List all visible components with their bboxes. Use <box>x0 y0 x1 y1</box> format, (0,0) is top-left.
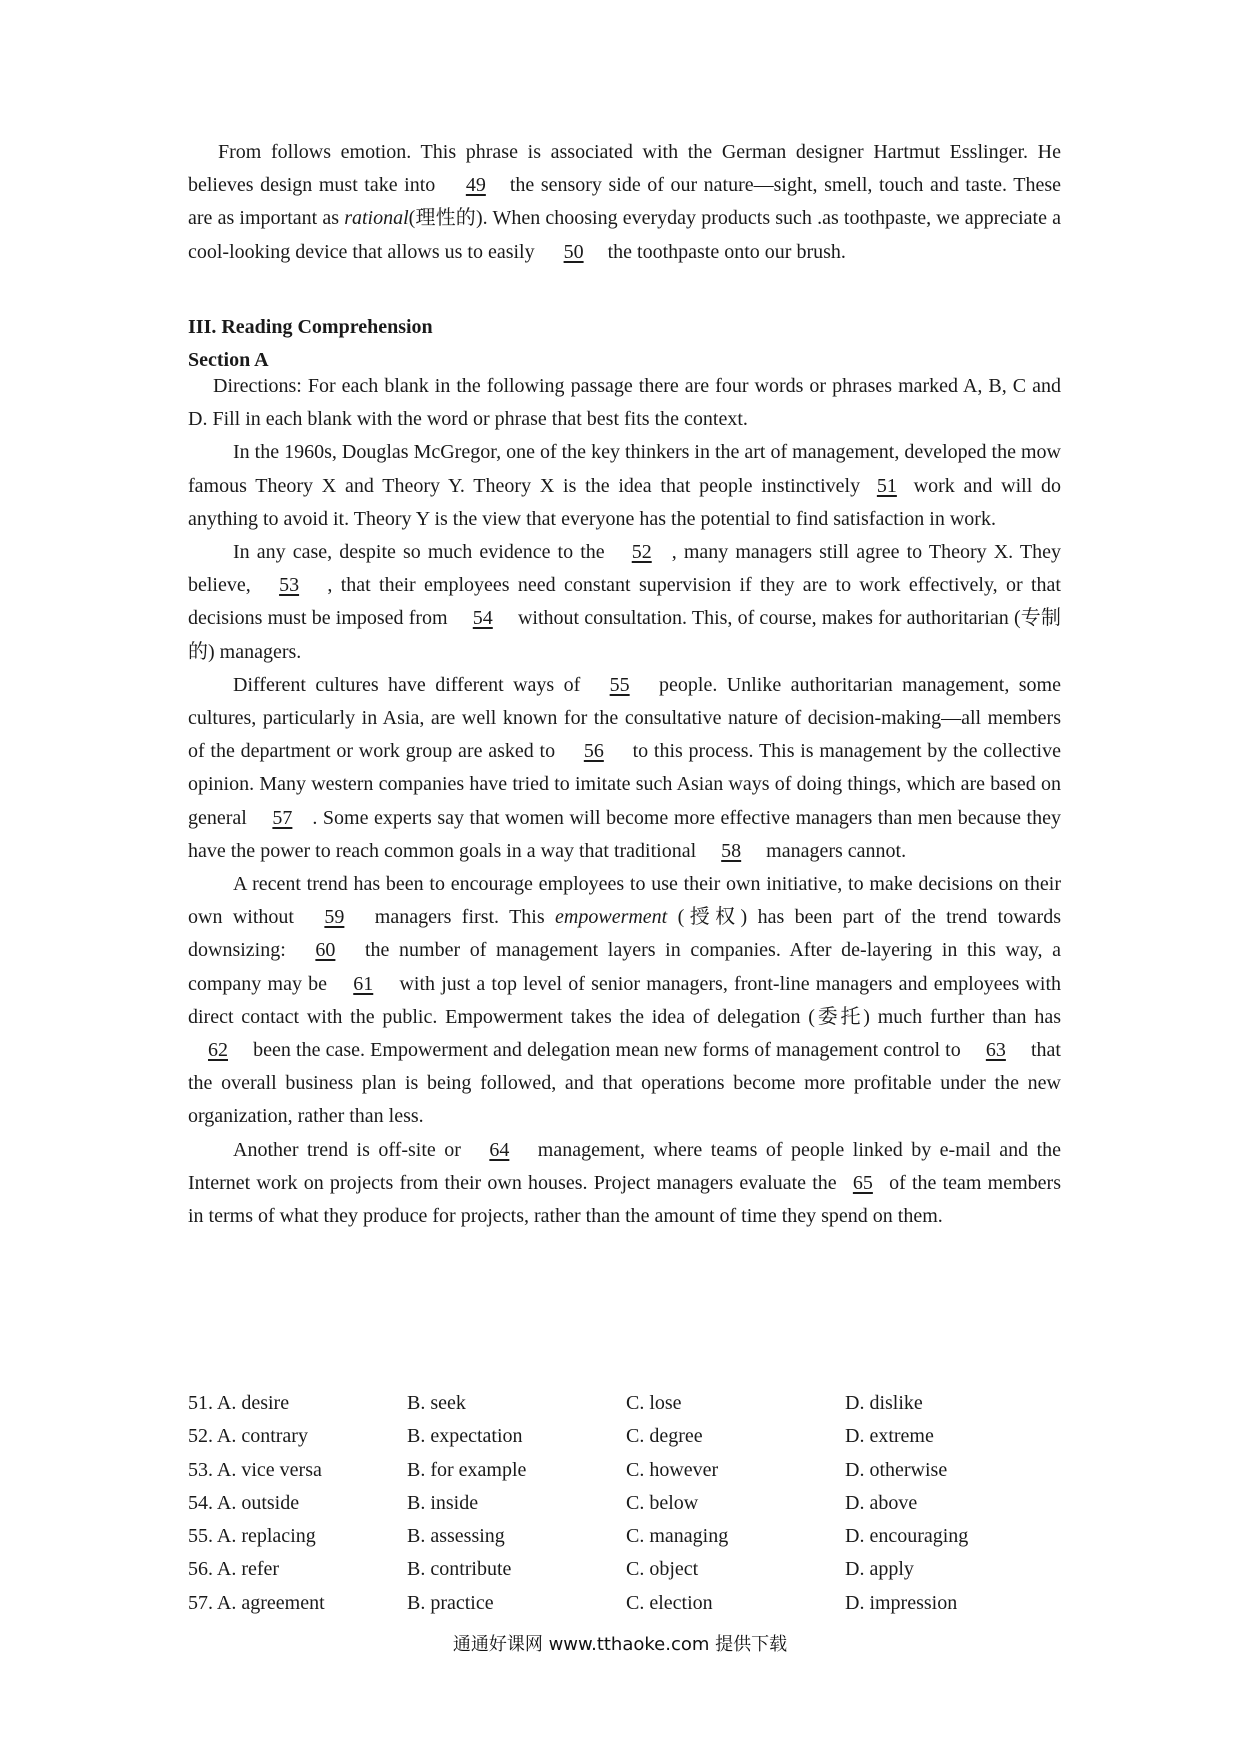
option-a: 55. A. replacing <box>188 1525 316 1548</box>
option-d: D. dislike <box>845 1392 923 1414</box>
option-c: C. lose <box>626 1392 682 1414</box>
option-b: B. assessing <box>407 1525 505 1548</box>
blank-65: 65 <box>852 1171 873 1194</box>
option-c: C. election <box>626 1591 713 1614</box>
text-run: of the team members in terms of what they produce for projects, rather than the amount of time they spend on them. <box>188 1171 1061 1228</box>
text-run: the toothpaste onto our brush. <box>607 240 846 263</box>
text-run: . Some experts say that women will become more effective managers than men because they have the power to reach common goals in a way that traditional <box>188 806 1061 862</box>
option-c: C. object <box>626 1558 699 1581</box>
text-run: In the 1960s, Douglas McGregor, one of the key thinkers in the art of management, developed the mow famous Theory X and Theory Y. Theory X is the idea that people instinctively <box>188 441 1061 497</box>
text-run: with just a top level of senior managers, front-line managers and employees with direct contact with the public. Empowerment takes the idea of delegation (委托) much further than has <box>188 972 1061 1028</box>
option-row <box>188 1587 1061 1620</box>
blank-58: 58 <box>721 839 742 862</box>
text-run: work and will do anything to avoid it. Theory Y is the view that everyone has the potential to find satisfaction in work. <box>188 474 1062 530</box>
option-c: C. managing <box>626 1525 729 1548</box>
text-run: (理性的). When choosing everyday products such .as toothpaste, we appreciate a cool-looking device that allows us to easily <box>188 207 1062 263</box>
passage-paragraph-4 <box>188 868 1061 1134</box>
text-run: without consultation. This, of course, makes for authoritarian (专制的) managers. <box>188 607 1061 663</box>
option-c: C. however <box>626 1458 719 1481</box>
passage-paragraph-3 <box>188 669 1061 868</box>
option-a: 56. A. refer <box>188 1558 280 1581</box>
text-run: that the overall business plan is being followed, and that operations become more profitable under the new organization, rather than less. <box>188 1039 1061 1128</box>
blank-51: 51 <box>876 474 897 497</box>
option-b: B. practice <box>407 1591 494 1614</box>
option-row <box>188 1387 1061 1420</box>
text-run: , many managers still agree to Theory X. They believe, <box>188 541 1061 597</box>
text-run: Another trend is off-site or <box>233 1138 470 1161</box>
option-a: 57. A. agreement <box>188 1591 325 1614</box>
option-b: B. expectation <box>407 1425 523 1448</box>
text-run: the sensory side of our nature—sight, smell, touch and taste. These are as important as <box>188 174 1062 230</box>
text-run: A recent trend has been to encourage employees to use their own initiative, to make decisions on their own without <box>188 873 1061 929</box>
blank-55: 55 <box>609 673 630 696</box>
text-italic: empowerment <box>555 906 668 929</box>
text-run: From follows emotion. This phrase is associated with the German designer Hartmut Esslinger. He believes design must take into <box>188 141 1061 197</box>
passage-paragraph-2 <box>188 536 1061 669</box>
text-run: people. Unlike authoritarian management, some cultures, particularly in Asia, are well known for the consultative nature of decision-making—all members of the department or work group are asked to <box>188 673 1061 763</box>
text-run: to this process. This is management by the collective opinion. Many western companies have tried to imitate such Asian ways of doing things, which are based on general <box>188 740 1061 829</box>
blank-57: 57 <box>272 806 293 829</box>
option-d: D. above <box>845 1491 918 1514</box>
blank-60: 60 <box>315 939 336 962</box>
passage-paragraph-1 <box>188 436 1061 536</box>
intro-paragraph-block <box>188 136 1061 269</box>
intro-paragraph <box>188 136 1061 269</box>
option-b: B. for example <box>407 1458 527 1481</box>
section-subtitle: Section A <box>188 349 269 371</box>
option-d: D. apply <box>845 1558 914 1581</box>
text-italic: rational <box>344 207 409 230</box>
option-d: D. impression <box>845 1591 958 1614</box>
text-run: (授权) has been part of the trend towards downsizing: <box>188 906 1061 962</box>
text-run: , that their employees need constant supervision if they are to work effectively, or that decisions must be imposed from <box>188 574 1061 630</box>
option-d: D. extreme <box>845 1425 934 1448</box>
option-row <box>188 1487 1061 1520</box>
blank-54: 54 <box>472 607 493 630</box>
text-run: In any case, despite so much evidence to the <box>233 541 612 564</box>
option-a: 54. A. outside <box>188 1491 300 1514</box>
blank-61: 61 <box>353 972 374 995</box>
blank-64: 64 <box>489 1138 510 1161</box>
option-row <box>188 1454 1061 1487</box>
blank-52: 52 <box>631 541 652 564</box>
passage-paragraph-5 <box>188 1134 1061 1234</box>
option-a: 52. A. contrary <box>188 1425 308 1448</box>
option-b: B. contribute <box>407 1558 512 1581</box>
option-c: C. below <box>626 1491 699 1514</box>
text-run: been the case. Empowerment and delegation mean new forms of management control to <box>248 1039 966 1062</box>
option-d: D. encouraging <box>845 1525 969 1548</box>
blank-62: 62 <box>208 1039 228 1062</box>
text-run: management, where teams of people linked by e-mail and the Internet work on projects from their own houses. Project managers evaluate the <box>188 1138 1061 1194</box>
section-title: III. Reading Comprehension <box>188 316 433 338</box>
option-a: 51. A. desire <box>188 1392 290 1414</box>
blank-53: 53 <box>279 574 300 597</box>
text-run: Different cultures have different ways of <box>233 673 590 696</box>
blank-59: 59 <box>324 906 345 929</box>
section-header <box>188 311 1061 377</box>
option-b: B. seek <box>407 1392 466 1414</box>
answer-options <box>188 1387 1061 1620</box>
blank-63: 63 <box>985 1039 1006 1062</box>
option-row <box>188 1553 1061 1586</box>
option-a: 53. A. vice versa <box>188 1458 322 1481</box>
text-run: the number of management layers in companies. After de-layering in this way, a company may be <box>188 939 1061 995</box>
blank-49: 49 <box>465 174 486 197</box>
option-d: D. otherwise <box>845 1458 948 1481</box>
option-row <box>188 1520 1061 1553</box>
blank-56: 56 <box>583 740 604 763</box>
passage-block <box>188 370 1061 1233</box>
option-b: B. inside <box>407 1491 479 1514</box>
option-row <box>188 1420 1061 1453</box>
directions: Directions: For each blank in the following passage there are four words or phrases marked A, B, C and D. Fill in each blank with the word or phrase that best fits the context. <box>188 375 1061 431</box>
blank-50: 50 <box>563 240 584 263</box>
page-footer: 通通好课网 www.tthaoke.com 提供下载 <box>452 1634 788 1655</box>
text-run: managers cannot. <box>761 839 907 862</box>
text-run: managers first. This <box>364 906 556 929</box>
option-c: C. degree <box>626 1425 703 1448</box>
